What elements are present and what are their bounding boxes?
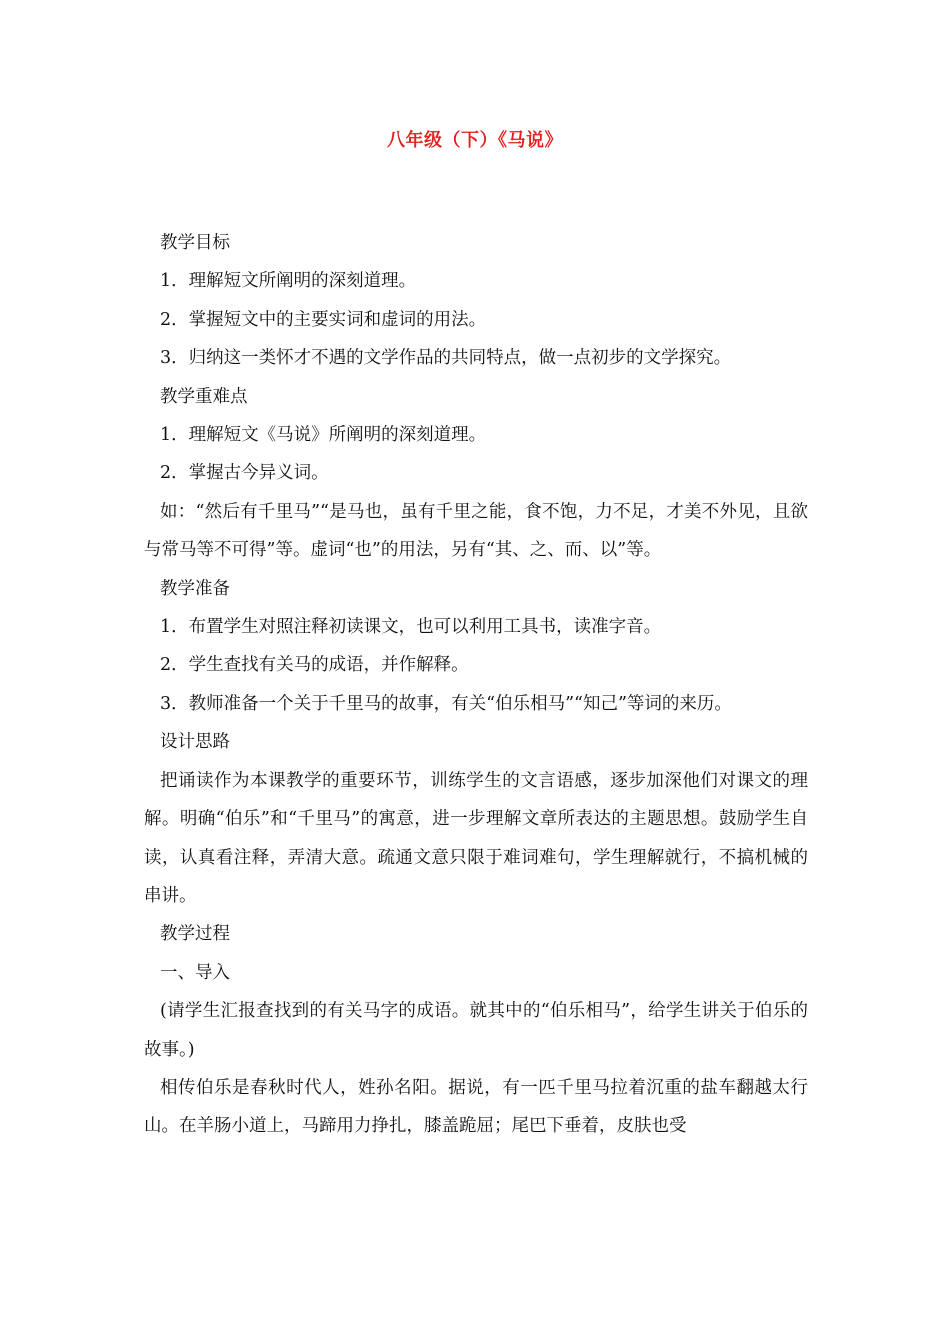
story-paragraph: 相传伯乐是春秋时代人，姓孙名阳。据说，有一匹千里马拉着沉重的盐车翻越太行山。在羊肠小道上，马蹄用力挣扎，膝盖跪屈；尾巴下垂着，皮肤也受 bbox=[144, 1077, 808, 1137]
list-item: 1．布置学生对照注释初读课文，也可以利用工具书，读准字音。 bbox=[160, 617, 662, 638]
list-item: 3．教师准备一个关于千里马的故事，有关“伯乐相马”“知己”等词的来历。 bbox=[160, 693, 732, 714]
section-heading-intro: 一、导入 bbox=[160, 962, 230, 983]
list-item: 2．掌握短文中的主要实词和虚词的用法。 bbox=[160, 309, 487, 330]
instruction-paragraph: (请学生汇报查找到的有关马字的成语。就其中的“伯乐相马”，给学生讲关于伯乐的故事。) bbox=[144, 1001, 808, 1060]
heading-teaching-process: 教学过程 bbox=[160, 924, 230, 945]
heading-key-difficulties: 教学重难点 bbox=[160, 386, 248, 407]
heading-design-idea: 设计思路 bbox=[160, 732, 230, 753]
list-item: 1．理解短文所阐明的深刻道理。 bbox=[160, 271, 417, 292]
design-paragraph: 把诵读作为本课教学的重要环节，训练学生的文言语感，逐步加深他们对课文的理解。明确“伯乐”和“千里马”的寓意，进一步理解文章所表达的主题思想。鼓励学生自读，认真看注释，弄清大意。疏通文意只限于难词难句，学生理解就行，不搞机械的串讲。 bbox=[144, 770, 808, 906]
heading-teaching-goals: 教学目标 bbox=[160, 233, 230, 253]
heading-preparation: 教学准备 bbox=[160, 578, 230, 599]
document-title: 八年级（下）《马说》 bbox=[387, 130, 563, 151]
list-item: 2．学生查找有关马的成语，并作解释。 bbox=[160, 655, 469, 676]
example-paragraph: 如：“然后有千里马”“是马也，虽有千里之能，食不饱，力不足，才美不外见，且欲与常马等不可得”等。虚词“也”的用法，另有“其、之、而、以”等。 bbox=[144, 501, 808, 561]
list-item: 3．归纳这一类怀才不遇的文学作品的共同特点，做一点初步的文学探究。 bbox=[160, 348, 732, 369]
list-item: 2．掌握古今异义词。 bbox=[160, 463, 329, 484]
list-item: 1．理解短文《马说》所阐明的深刻道理。 bbox=[160, 425, 487, 446]
document-body bbox=[144, 224, 808, 1146]
